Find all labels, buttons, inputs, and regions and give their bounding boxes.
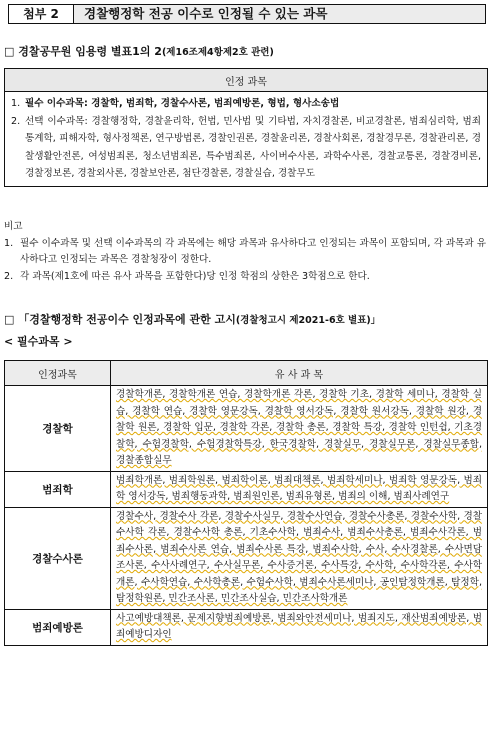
section-title-note: (제16조제4항제2호 관련) [161,47,274,58]
subsection-title: < 필수과목 > [4,335,73,348]
list-item [11,95,481,113]
recognized-subjects-header: 인정 과목 [5,69,488,92]
notes-title: 비고 [4,221,23,232]
note-number: 2. [4,270,14,282]
similar-subjects-cell: 범죄학개론, 범죄학원론, 범죄학이론, 범죄대책론, 범죄학세미나, 범죄학 영문강독, 범죄학 영서강독, 범죄행동과학, 범죄원인론, 범죄유형론, 범죄의 이해, 범죄사례연구 [111,471,488,507]
item-label: 필수 이수과목: [25,98,88,109]
column-header: 인정과목 [5,361,111,386]
item-text: 경찰학, 범죄학, 경찰수사론, 범죄예방론, 형법, 형사소송법 [87,98,340,109]
recognized-subjects-table [4,68,488,187]
section-marker: □ [4,45,15,58]
category-cell: 경찰수사론 [5,507,111,609]
note-text: 필수 이수과목 및 선택 이수과목의 각 과목에는 해당 과목과 유사하다고 인정되는 과목이 포함되며, 각 과목과 유사하다고 인정되는 과목은 경찰청장이 정한다. [20,237,486,265]
notes-block [4,219,486,285]
section-heading-1 [4,43,274,59]
table-header-row [5,361,488,386]
table-row [5,386,488,472]
table-row [5,471,488,507]
section-marker: □ [4,313,15,326]
similar-subjects-cell: 경찰학개론, 경찰학개론 연습, 경찰학개론 각론, 경찰학 기초, 경찰학 세미나, 경찰학 실습, 경찰학 연습, 경찰학 영문강독, 경찰학 영서강독, 경찰학 원서강독, 경찰학 원강, 경찰학 원론, 경찰학 입문, 경찰학 각론, 경찰학 총론, 경찰학 특강, 경찰학 인턴쉽, 기초경찰학, 수험경찰학, 수험경찰학특강, 한국경찰학, 경찰실무, 경찰실무론, 경찰실무종합, 경찰종합실무 [111,386,488,472]
note-text: 각 과목(제1호에 따른 유사 과목을 포함한다)당 인정 학점의 상한은 3학점으로 한다. [20,270,370,282]
section-title: 「경찰행정학 전공이수 인정과목에 관한 고시 [18,313,236,326]
section-title: 경찰공무원 임용령 별표1의 2 [18,45,162,58]
section-title-note: (경찰청고시 제2021-6호 별표)」 [235,315,381,326]
table-row [5,507,488,609]
category-cell: 경찰학 [5,386,111,472]
similar-subjects-cell: 사고예방대책론, 문제지향범죄예방론, 범죄와안전세미나, 범죄지도, 재산범죄예방론, 범죄예방디자인 [111,609,488,645]
item-number: 1. [11,98,21,109]
similar-subjects-cell: 경찰수사, 경찰수사 각론, 경찰수사실무, 경찰수사연습, 경찰수사총론, 경찰수사학, 경찰수사학 각론, 경찰수사학 총론, 기초수사학, 범죄수사, 범죄수사총론, 범죄수사각론, 범죄수사론, 범죄수사론 연습, 범죄수사론 특강, 범죄수사학, 수사, 수사경찰론, 수사면담조사론, 수사사례연구, 수사실무론, 수사증거론, 수사특강, 수사학, 수사학각론, 수사학개론, 수사학연습, 수사학총론, 수험수사학, 범죄수사론세미나, 공인탐정학개론, 탐정학, 탐정학원론, 민간조사론, 민간조사실습, 민간조사학개론 [111,507,488,609]
column-header: 유 사 과 목 [111,361,488,386]
attachment-tag: 첨부 2 [8,4,74,24]
document-title: 경찰행정학 전공 이수로 인정될 수 있는 과목 [74,4,486,24]
table-row [5,609,488,645]
note-item [4,269,486,286]
list-item [11,113,481,183]
document-header [8,4,486,26]
note-number: 1. [4,237,14,249]
item-number: 2. [11,115,21,127]
recognized-subjects-body [5,92,488,187]
section-heading-2 [4,311,380,327]
item-text: 경찰행정학, 경찰윤리학, 헌법, 민사법 및 기타법, 자치경찰론, 비교경찰론, 범죄심리학, 범죄통계학, 피해자학, 형사정책론, 연구방법론, 경찰인권론, 경찰윤리론, 경찰사회론, 경찰경무론, 경찰관리론, 경찰생활안전론, 여성범죄론, 청소년범죄론, 특수범죄론, 사이버수사론, 과학수사론, 경찰교통론, 경찰경비론, 경찰정보론, 경찰외사론, 경찰보안론, 첨단경찰론, 경찰실습, 경찰무도 [25,115,481,179]
note-item [4,236,486,269]
category-cell: 범죄학 [5,471,111,507]
category-cell: 범죄예방론 [5,609,111,645]
required-subjects-table [4,360,488,646]
item-label: 선택 이수과목: [25,115,88,127]
